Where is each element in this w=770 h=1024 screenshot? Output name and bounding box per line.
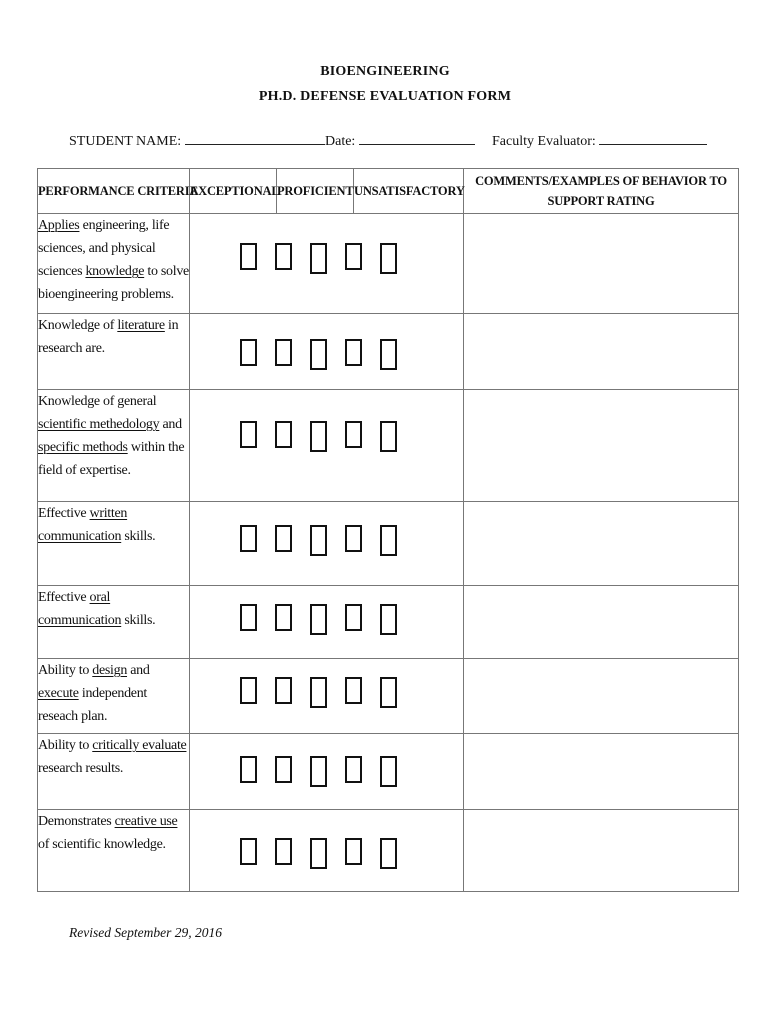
rating-checkbox-4[interactable] [345,604,362,631]
comment-cell[interactable] [464,810,739,892]
rating-boxes [240,756,397,787]
rating-checkbox-4[interactable] [345,756,362,783]
rating-cell [190,502,464,586]
criteria-underlined-text: Applies [38,218,80,233]
criteria-underlined-text: creative use [114,814,178,829]
date-label: Date: [325,134,356,149]
date-blank[interactable] [359,130,475,145]
comment-cell[interactable] [464,314,739,390]
criteria-underlined-text: literature [117,318,165,333]
criteria-cell [38,586,190,659]
rating-checkbox-1[interactable] [240,604,257,631]
rating-checkbox-4[interactable] [345,339,362,366]
criteria-cell [38,810,190,892]
criteria-underlined-text: execute [38,686,79,701]
rating-checkbox-3[interactable] [310,838,327,869]
rating-checkbox-3[interactable] [310,604,327,635]
table-row [38,214,739,314]
criteria-text: Effective [38,590,90,605]
criteria-underlined-text: written communication [38,506,128,544]
rating-checkbox-4[interactable] [345,677,362,704]
rating-checkbox-5[interactable] [380,421,397,452]
form-title: PH.D. DEFENSE EVALUATION FORM [258,89,512,104]
col-proficient: PROFICIENT [277,169,354,214]
rating-checkbox-2[interactable] [275,339,292,366]
rating-checkbox-3[interactable] [310,421,327,452]
criteria-text: Ability to [38,738,93,753]
student-name-field[interactable] [69,130,325,150]
criteria-cell [38,659,190,734]
criteria-underlined-text: critically evaluate [92,738,187,753]
faculty-evaluator-label: Faculty Evaluator: [492,134,596,149]
rating-cell [190,314,464,390]
criteria-cell [38,390,190,502]
rating-checkbox-2[interactable] [275,243,292,270]
table-row [38,810,739,892]
criteria-text: and [159,417,182,432]
revision-date: Revised September 29, 2016 [69,925,222,940]
rating-checkbox-5[interactable] [380,339,397,370]
rating-checkbox-2[interactable] [275,421,292,448]
form-department-title: BIOENGINEERING [320,64,450,79]
rating-boxes [240,525,397,556]
criteria-text: skills. [121,613,156,628]
comment-cell[interactable] [464,659,739,734]
rating-checkbox-5[interactable] [380,838,397,869]
evaluation-table [37,168,739,892]
rating-checkbox-5[interactable] [380,243,397,274]
comment-cell[interactable] [464,390,739,502]
rating-checkbox-5[interactable] [380,677,397,708]
table-row [38,734,739,810]
faculty-evaluator-field[interactable] [492,130,707,150]
table-row [38,659,739,734]
rating-checkbox-1[interactable] [240,421,257,448]
col-unsatisfactory: UNSATISFACTORY [354,169,464,214]
rating-cell [190,214,464,314]
rating-checkbox-1[interactable] [240,677,257,704]
rating-cell [190,390,464,502]
criteria-text: in research are. [38,318,179,356]
criteria-cell [38,214,190,314]
criteria-text: of scientific knowledge. [38,837,166,852]
criteria-underlined-text: knowledge [85,264,145,279]
rating-checkbox-1[interactable] [240,243,257,270]
student-name-label: STUDENT NAME: [69,134,182,149]
rating-checkbox-4[interactable] [345,838,362,865]
rating-checkbox-2[interactable] [275,756,292,783]
rating-boxes [240,604,397,635]
rating-checkbox-5[interactable] [380,525,397,556]
criteria-cell [38,502,190,586]
table-row [38,586,739,659]
criteria-text: independent reseach plan. [38,686,147,724]
criteria-text: Demonstrates [38,814,115,829]
criteria-underlined-text: specific methods [38,440,128,455]
rating-checkbox-3[interactable] [310,243,327,274]
comment-cell[interactable] [464,734,739,810]
criteria-text: skills. [121,529,156,544]
rating-checkbox-5[interactable] [380,756,397,787]
criteria-text: Effective [38,506,90,521]
rating-cell [190,659,464,734]
student-name-blank[interactable] [185,130,325,145]
col-exceptional: EXCEPTIONAL [190,169,277,214]
rating-checkbox-3[interactable] [310,756,327,787]
faculty-evaluator-blank[interactable] [599,130,707,145]
rating-checkbox-5[interactable] [380,604,397,635]
rating-checkbox-3[interactable] [310,339,327,370]
rating-boxes [240,421,397,452]
table-row [38,502,739,586]
col-performance-criteria: PERFORMANCE CRITERIA [38,169,190,214]
criteria-text: Knowledge of general [38,394,157,409]
comment-cell[interactable] [464,214,739,314]
rating-boxes [240,243,397,274]
criteria-cell [38,314,190,390]
rating-checkbox-1[interactable] [240,525,257,552]
criteria-underlined-text: scientific methedology [38,417,160,432]
col-comments: COMMENTS/EXAMPLES OF BEHAVIOR TO SUPPORT RATING [464,169,739,214]
rating-cell [190,586,464,659]
table-row [38,314,739,390]
criteria-text: to solve bioengineering problems. [38,264,189,302]
rating-checkbox-2[interactable] [275,525,292,552]
criteria-text: and [127,663,150,678]
rating-checkbox-1[interactable] [240,756,257,783]
criteria-cell [38,734,190,810]
rating-checkbox-2[interactable] [275,604,292,631]
criteria-text: engineering, life sciences, and physical sciences [38,218,170,279]
rating-checkbox-3[interactable] [310,677,327,708]
criteria-underlined-text: design [92,663,128,678]
table-header-row [38,169,739,214]
criteria-text: Ability to [38,663,93,678]
criteria-text: within the field of expertise. [38,440,185,478]
criteria-underlined-text: oral communication [38,590,122,628]
rating-checkbox-4[interactable] [345,421,362,448]
rating-checkbox-2[interactable] [275,677,292,704]
table-row [38,390,739,502]
comment-cell[interactable] [464,502,739,586]
rating-checkbox-3[interactable] [310,525,327,556]
rating-checkbox-1[interactable] [240,339,257,366]
rating-checkbox-4[interactable] [345,243,362,270]
rating-checkbox-1[interactable] [240,838,257,865]
criteria-text: research results. [38,761,124,776]
rating-checkbox-4[interactable] [345,525,362,552]
rating-checkbox-2[interactable] [275,838,292,865]
rating-boxes [240,838,397,869]
rating-boxes [240,677,397,708]
comment-cell[interactable] [464,586,739,659]
rating-cell [190,734,464,810]
date-field[interactable] [325,130,475,150]
rating-boxes [240,339,397,370]
rating-cell [190,810,464,892]
criteria-text: Knowledge of [38,318,118,333]
